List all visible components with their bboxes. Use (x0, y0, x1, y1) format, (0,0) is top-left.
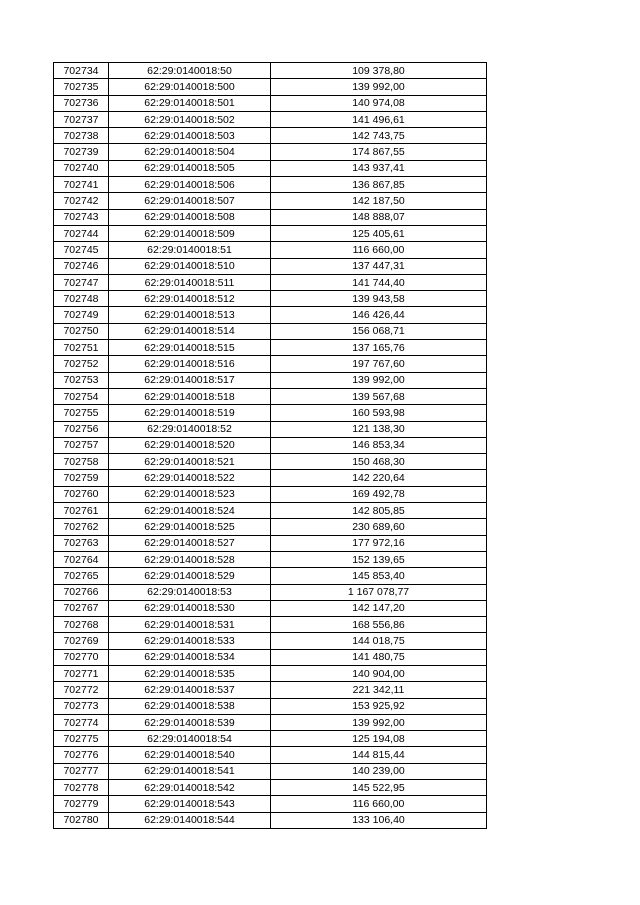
cadastral-number-cell: 62:29:0140018:529 (109, 568, 271, 584)
value-cell: 144 018,75 (271, 633, 487, 649)
table-row (54, 812, 487, 828)
cadastral-number-cell: 62:29:0140018:506 (109, 177, 271, 193)
cadastral-number-cell: 62:29:0140018:540 (109, 747, 271, 763)
cadastral-number-cell: 62:29:0140018:52 (109, 421, 271, 437)
table-row (54, 421, 487, 437)
value-cell: 142 147,20 (271, 600, 487, 616)
table-row (54, 323, 487, 339)
value-cell: 144 815,44 (271, 747, 487, 763)
row-number-cell: 702765 (54, 568, 109, 584)
value-cell: 177 972,16 (271, 535, 487, 551)
value-cell: 136 867,85 (271, 177, 487, 193)
row-number-cell: 702743 (54, 209, 109, 225)
row-number-cell: 702746 (54, 258, 109, 274)
value-cell: 143 937,41 (271, 160, 487, 176)
table-row (54, 633, 487, 649)
cadastral-number-cell: 62:29:0140018:503 (109, 128, 271, 144)
cadastral-number-cell: 62:29:0140018:520 (109, 437, 271, 453)
value-cell: 142 743,75 (271, 128, 487, 144)
row-number-cell: 702752 (54, 356, 109, 372)
cadastral-number-cell: 62:29:0140018:527 (109, 535, 271, 551)
value-cell: 230 689,60 (271, 519, 487, 535)
cadastral-number-cell: 62:29:0140018:511 (109, 274, 271, 290)
row-number-cell: 702742 (54, 193, 109, 209)
value-cell: 140 904,00 (271, 665, 487, 681)
table-row (54, 535, 487, 551)
table-row (54, 111, 487, 127)
row-number-cell: 702745 (54, 242, 109, 258)
table-row (54, 486, 487, 502)
table-row (54, 454, 487, 470)
cadastral-number-cell: 62:29:0140018:501 (109, 95, 271, 111)
value-cell: 150 468,30 (271, 454, 487, 470)
row-number-cell: 702771 (54, 665, 109, 681)
table-row (54, 551, 487, 567)
cadastral-number-cell: 62:29:0140018:517 (109, 372, 271, 388)
value-cell: 142 220,64 (271, 470, 487, 486)
table-row (54, 649, 487, 665)
row-number-cell: 702770 (54, 649, 109, 665)
row-number-cell: 702763 (54, 535, 109, 551)
table-row (54, 437, 487, 453)
value-cell: 109 378,80 (271, 63, 487, 79)
row-number-cell: 702747 (54, 274, 109, 290)
table-row (54, 682, 487, 698)
value-cell: 221 342,11 (271, 682, 487, 698)
table-row (54, 160, 487, 176)
value-cell: 145 522,95 (271, 780, 487, 796)
value-cell: 1 167 078,77 (271, 584, 487, 600)
value-cell: 139 943,58 (271, 291, 487, 307)
cadastral-number-cell: 62:29:0140018:510 (109, 258, 271, 274)
cadastral-number-cell: 62:29:0140018:543 (109, 796, 271, 812)
row-number-cell: 702741 (54, 177, 109, 193)
row-number-cell: 702738 (54, 128, 109, 144)
table-row (54, 747, 487, 763)
cadastral-number-cell: 62:29:0140018:51 (109, 242, 271, 258)
table-row (54, 503, 487, 519)
table-row (54, 144, 487, 160)
cadastral-number-cell: 62:29:0140018:508 (109, 209, 271, 225)
cadastral-number-cell: 62:29:0140018:525 (109, 519, 271, 535)
table-row (54, 405, 487, 421)
value-cell: 146 853,34 (271, 437, 487, 453)
value-cell: 141 496,61 (271, 111, 487, 127)
row-number-cell: 702755 (54, 405, 109, 421)
table-row (54, 796, 487, 812)
value-cell: 125 405,61 (271, 225, 487, 241)
table-row (54, 128, 487, 144)
table-row (54, 665, 487, 681)
value-cell: 133 106,40 (271, 812, 487, 828)
value-cell: 125 194,08 (271, 731, 487, 747)
row-number-cell: 702768 (54, 617, 109, 633)
table-row (54, 470, 487, 486)
cadastral-number-cell: 62:29:0140018:537 (109, 682, 271, 698)
table-row (54, 95, 487, 111)
table-row (54, 356, 487, 372)
row-number-cell: 702757 (54, 437, 109, 453)
cadastral-number-cell: 62:29:0140018:522 (109, 470, 271, 486)
cadastral-number-cell: 62:29:0140018:514 (109, 323, 271, 339)
row-number-cell: 702737 (54, 111, 109, 127)
table-row (54, 63, 487, 79)
cadastral-number-cell: 62:29:0140018:50 (109, 63, 271, 79)
value-cell: 145 853,40 (271, 568, 487, 584)
row-number-cell: 702734 (54, 63, 109, 79)
table-row (54, 193, 487, 209)
row-number-cell: 702774 (54, 714, 109, 730)
row-number-cell: 702761 (54, 503, 109, 519)
cadastral-number-cell: 62:29:0140018:53 (109, 584, 271, 600)
cadastral-number-cell: 62:29:0140018:519 (109, 405, 271, 421)
row-number-cell: 702767 (54, 600, 109, 616)
cadastral-number-cell: 62:29:0140018:539 (109, 714, 271, 730)
table-row (54, 698, 487, 714)
table-row (54, 340, 487, 356)
row-number-cell: 702779 (54, 796, 109, 812)
row-number-cell: 702759 (54, 470, 109, 486)
row-number-cell: 702749 (54, 307, 109, 323)
row-number-cell: 702775 (54, 731, 109, 747)
table-row (54, 617, 487, 633)
table-row (54, 209, 487, 225)
cadastral-number-cell: 62:29:0140018:505 (109, 160, 271, 176)
cadastral-number-cell: 62:29:0140018:504 (109, 144, 271, 160)
cadastral-number-cell: 62:29:0140018:544 (109, 812, 271, 828)
table-body (54, 63, 487, 829)
table-row (54, 177, 487, 193)
table-row (54, 763, 487, 779)
table-row (54, 225, 487, 241)
data-table (53, 62, 487, 829)
table-row (54, 307, 487, 323)
cadastral-number-cell: 62:29:0140018:531 (109, 617, 271, 633)
value-cell: 153 925,92 (271, 698, 487, 714)
row-number-cell: 702777 (54, 763, 109, 779)
value-cell: 160 593,98 (271, 405, 487, 421)
table-row (54, 274, 487, 290)
cadastral-number-cell: 62:29:0140018:542 (109, 780, 271, 796)
value-cell: 197 767,60 (271, 356, 487, 372)
table-row (54, 780, 487, 796)
value-cell: 140 239,00 (271, 763, 487, 779)
cadastral-number-cell: 62:29:0140018:512 (109, 291, 271, 307)
row-number-cell: 702736 (54, 95, 109, 111)
cadastral-number-cell: 62:29:0140018:534 (109, 649, 271, 665)
value-cell: 156 068,71 (271, 323, 487, 339)
value-cell: 141 480,75 (271, 649, 487, 665)
table-row (54, 242, 487, 258)
value-cell: 152 139,65 (271, 551, 487, 567)
value-cell: 116 660,00 (271, 242, 487, 258)
cadastral-number-cell: 62:29:0140018:524 (109, 503, 271, 519)
table-row (54, 79, 487, 95)
row-number-cell: 702740 (54, 160, 109, 176)
value-cell: 146 426,44 (271, 307, 487, 323)
row-number-cell: 702750 (54, 323, 109, 339)
value-cell: 168 556,86 (271, 617, 487, 633)
cadastral-number-cell: 62:29:0140018:541 (109, 763, 271, 779)
value-cell: 139 992,00 (271, 79, 487, 95)
value-cell: 142 187,50 (271, 193, 487, 209)
value-cell: 142 805,85 (271, 503, 487, 519)
row-number-cell: 702772 (54, 682, 109, 698)
value-cell: 139 567,68 (271, 388, 487, 404)
value-cell: 169 492,78 (271, 486, 487, 502)
cadastral-number-cell: 62:29:0140018:535 (109, 665, 271, 681)
row-number-cell: 702760 (54, 486, 109, 502)
row-number-cell: 702735 (54, 79, 109, 95)
row-number-cell: 702758 (54, 454, 109, 470)
value-cell: 139 992,00 (271, 714, 487, 730)
cadastral-number-cell: 62:29:0140018:518 (109, 388, 271, 404)
row-number-cell: 702764 (54, 551, 109, 567)
row-number-cell: 702776 (54, 747, 109, 763)
value-cell: 148 888,07 (271, 209, 487, 225)
row-number-cell: 702769 (54, 633, 109, 649)
cadastral-number-cell: 62:29:0140018:515 (109, 340, 271, 356)
row-number-cell: 702744 (54, 225, 109, 241)
cadastral-number-cell: 62:29:0140018:509 (109, 225, 271, 241)
value-cell: 174 867,55 (271, 144, 487, 160)
cadastral-number-cell: 62:29:0140018:538 (109, 698, 271, 714)
cadastral-number-cell: 62:29:0140018:533 (109, 633, 271, 649)
table-row (54, 714, 487, 730)
table-row (54, 568, 487, 584)
value-cell: 116 660,00 (271, 796, 487, 812)
table-row (54, 600, 487, 616)
row-number-cell: 702748 (54, 291, 109, 307)
value-cell: 137 447,31 (271, 258, 487, 274)
cadastral-number-cell: 62:29:0140018:500 (109, 79, 271, 95)
row-number-cell: 702739 (54, 144, 109, 160)
row-number-cell: 702778 (54, 780, 109, 796)
value-cell: 141 744,40 (271, 274, 487, 290)
row-number-cell: 702756 (54, 421, 109, 437)
row-number-cell: 702766 (54, 584, 109, 600)
cadastral-number-cell: 62:29:0140018:530 (109, 600, 271, 616)
cadastral-number-cell: 62:29:0140018:507 (109, 193, 271, 209)
table-row (54, 372, 487, 388)
table-row (54, 258, 487, 274)
row-number-cell: 702754 (54, 388, 109, 404)
row-number-cell: 702753 (54, 372, 109, 388)
cadastral-number-cell: 62:29:0140018:513 (109, 307, 271, 323)
cadastral-number-cell: 62:29:0140018:516 (109, 356, 271, 372)
row-number-cell: 702780 (54, 812, 109, 828)
value-cell: 139 992,00 (271, 372, 487, 388)
cadastral-number-cell: 62:29:0140018:521 (109, 454, 271, 470)
table-row (54, 291, 487, 307)
value-cell: 121 138,30 (271, 421, 487, 437)
value-cell: 137 165,76 (271, 340, 487, 356)
table-row (54, 519, 487, 535)
cadastral-number-cell: 62:29:0140018:54 (109, 731, 271, 747)
table-row (54, 388, 487, 404)
row-number-cell: 702762 (54, 519, 109, 535)
cadastral-number-cell: 62:29:0140018:528 (109, 551, 271, 567)
table-row (54, 584, 487, 600)
cadastral-number-cell: 62:29:0140018:523 (109, 486, 271, 502)
cadastral-number-cell: 62:29:0140018:502 (109, 111, 271, 127)
table-row (54, 731, 487, 747)
row-number-cell: 702751 (54, 340, 109, 356)
row-number-cell: 702773 (54, 698, 109, 714)
value-cell: 140 974,08 (271, 95, 487, 111)
